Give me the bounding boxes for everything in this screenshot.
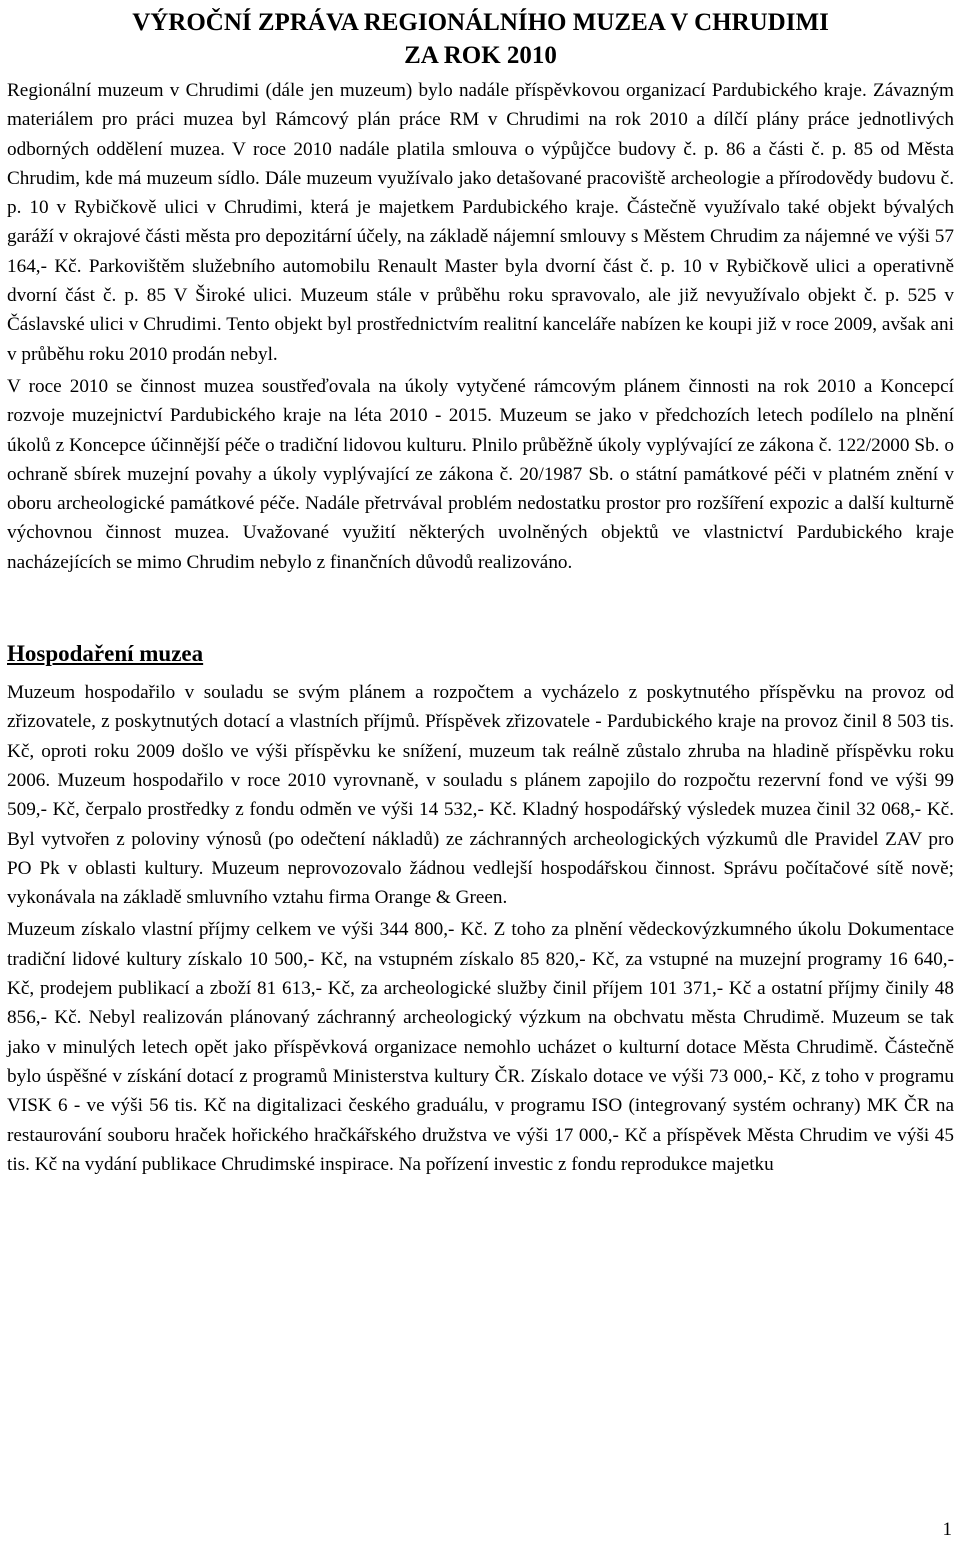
title-line-2: ZA ROK 2010 [404, 42, 557, 69]
title-line-1: VÝROČNÍ ZPRÁVA REGIONÁLNÍHO MUZEA V CHRUDIMI [132, 9, 829, 36]
intro-paragraph-1: Regionální muzeum v Chrudimi (dále jen muzeum) bylo nadále příspěvkovou organizací Pardubického kraje. Závazným materiálem pro práci muzea byl Rámcový plán práce RM v Chrudimi na rok 2010 a dílčí plány práce jednotlivých odborných oddělení muzea. V roce 2010 nadále platila smlouva o výpůjčce budovy č. p. 86 a části č. p. 85 od Města Chrudim, kde má muzeum sídlo. Dále muzeum využívalo jako detašované pracoviště archeologie a přírodovědy budovu č. p. 10 v Rybičkově ulici v Chrudimi, která je majetkem Pardubického kraje. Částečně využívalo také objekt bývalých garáží v okrajové části města pro depozitární účely, na základě nájemní smlouvy s Městem Chrudim za nájemné ve výši 57 164,- Kč. Parkovištěm služebního automobilu Renault Master byla dvorní část č. p. 10 v Rybičkově ulici a operativně dvorní část č. p. 85 V Široké ulici. Muzeum stále v průběhu roku spravovalo, ale již nevyužívalo objekt č. p. 525 v Čáslavské ulici v Chrudimi. Tento objekt byl prostřednictvím realitní kanceláře nabízen ke koupi již v roce 2009, avšak ani v průběhu roku 2010 prodán nebyl. [7, 80, 954, 365]
section-paragraph-2: Muzeum získalo vlastní příjmy celkem ve výši 344 800,- Kč. Z toho za plnění vědeckovýzkumného úkolu Dokumentace tradiční lidové kultury získalo 10 500,- Kč, na vstupném získalo 85 820,- Kč, za vstupné na muzejní programy 16 640,- Kč, prodejem publikací a zboží 81 613,- Kč, za archeologické služby činil příjem 101 371,- Kč a ostatní příjmy činily 48 856,- Kč. Nebyl realizován plánovaný záchranný archeologický výzkum na obchvatu města Chrudimě. Muzeum se tak jako v minulých letech opět jako příspěvková organizace nemohlo ucházet o kulturní dotace Města Chrudimě. Částečně bylo úspěšné v získání dotací z programů Ministerstva kultury ČR. Získalo dotace ve výši 73 000,- Kč, z toho v programu VISK 6 - ve výši 56 tis. Kč na digitalizaci českého graduálu, v programu ISO (integrovaný systém ochrany) MK ČR na restaurování souboru hraček hořického hračkářského družstva ve výši 17 000,- Kč a příspěvek Města Chrudim ve výši 45 tis. Kč na vydání publikace Chrudimské inspirace. Na pořízení investic z fondu reprodukce majetku [7, 919, 954, 1175]
page-number: 1 [942, 1519, 952, 1540]
section-paragraph-1: Muzeum hospodařilo v souladu se svým plánem a rozpočtem a vycházelo z poskytnutého příspěvku na provoz od zřizovatele, z poskytnutých dotací a vlastních příjmů. Příspěvek zřizovatele - Pardubického kraje na provoz činil 8 503 tis. Kč, oproti roku 2009 došlo ve výši příspěvku ke snížení, muzeum tak reálně zůstalo zhruba na hladině příspěvku roku 2006. Muzeum hospodařilo v roce 2010 vyrovnaně, v souladu s plánem zapojilo do rozpočtu rezervní fond ve výši 99 509,- Kč, čerpalo prostředky z fondu odměn ve výši 14 532,- Kč. Kladný hospodářský výsledek muzea činil 32 068,- Kč. Byl vytvořen z poloviny výnosů (po odečtení nákladů) ze záchranných archeologických výzkumů dle Pravidel ZAV pro PO Pk v oblasti kultury. Muzeum neprovozovalo žádnou vedlejší hospodářskou činnost. Správu počítačové sítě nově; vykonávala na základě smluvního vztahu firma Orange & Green. [7, 682, 954, 909]
document-title [7, 6, 954, 72]
section-heading: Hospodaření muzea [7, 641, 204, 667]
intro-paragraph-2: V roce 2010 se činnost muzea soustřeďovala na úkoly vytyčené rámcovým plánem činnosti na rok 2010 a Koncepcí rozvoje muzejnictví Pardubického kraje na léta 2010 - 2015. Muzeum se jako v předchozích letech podílelo na plnění úkolů z Koncepce účinnější péče o tradiční lidovou kulturu. Plnilo průběžně úkoly vyplývající ze zákona č. 122/2000 Sb. o ochraně sbírek muzejní povahy a úkoly vyplývající ze zákona č. 20/1987 Sb. o státní památkové péči v platném znění v oboru archeologické památkové péče. Nadále přetrvával problém nedostatku prostor pro rozšíření expozic a další kulturně výchovnou činnost muzea. Uvažované využití některých uvolněných objektů ve vlastnictví Pardubického kraje nacházejících se mimo Chrudim nebylo z finančních důvodů realizováno. [7, 375, 954, 573]
